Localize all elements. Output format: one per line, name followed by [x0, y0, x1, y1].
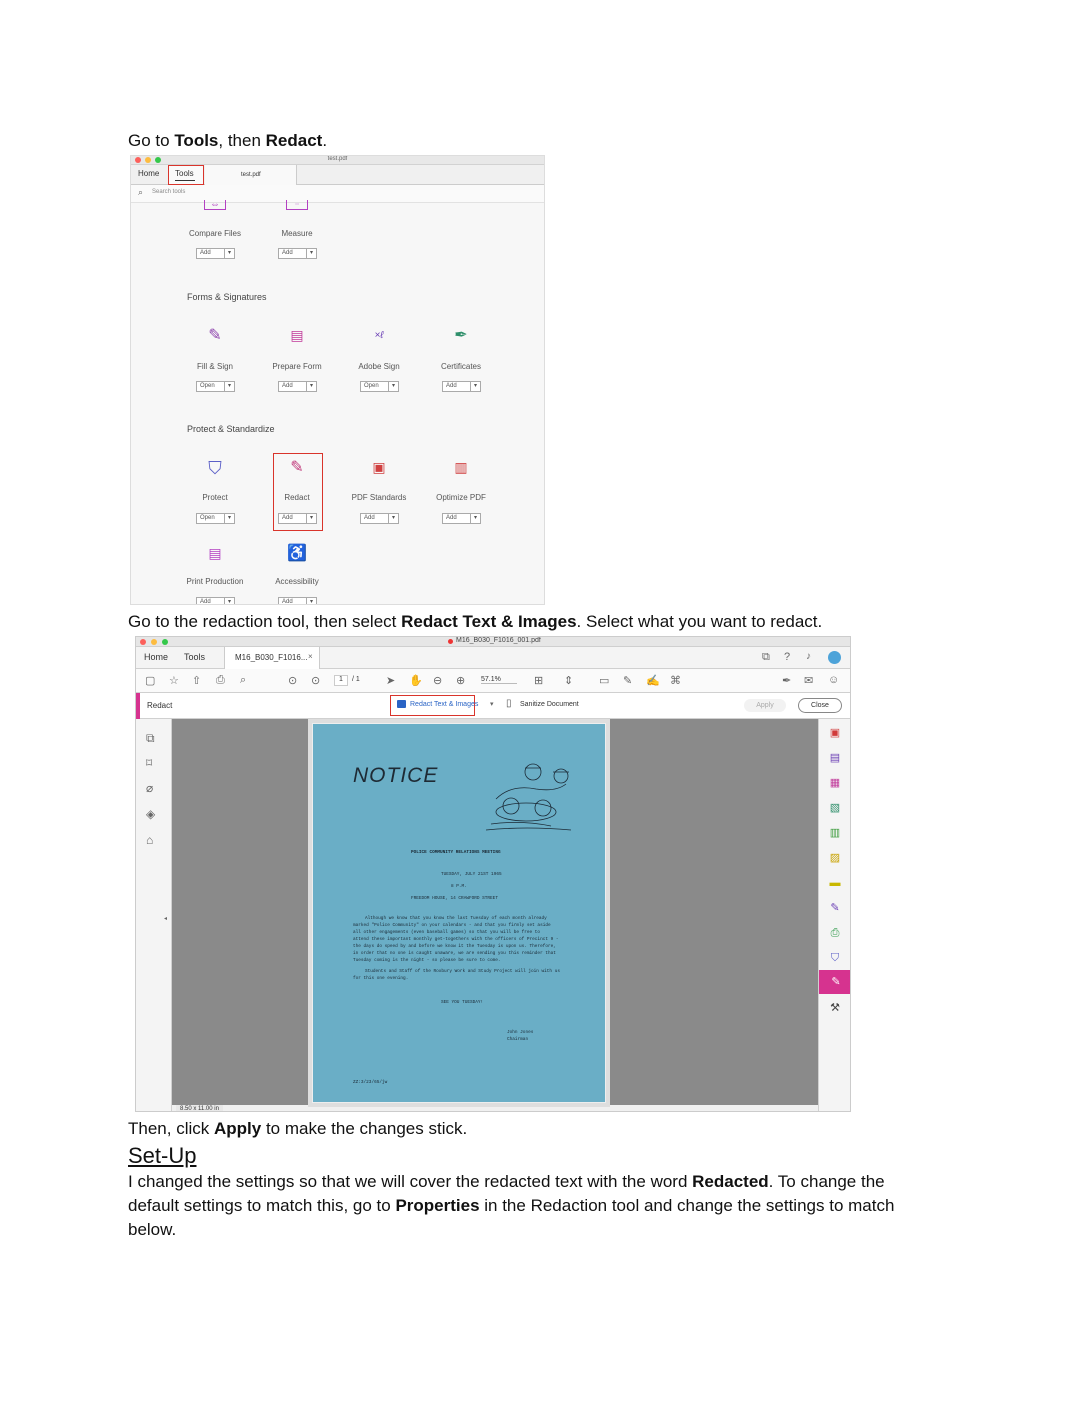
save-icon[interactable]: ▢	[145, 675, 156, 687]
protect-tool-icon[interactable]: ⛉	[830, 952, 840, 964]
comment-icon[interactable]: ▭	[599, 675, 610, 687]
minimize-window-icon[interactable]	[151, 639, 157, 645]
compare-files-add-button[interactable]: Add ▾	[196, 248, 235, 259]
reference-code: ZZ:3/23/65/jw	[353, 1080, 388, 1085]
print-tool-icon[interactable]: ⎙	[830, 927, 840, 939]
tools-term: Tools	[174, 131, 219, 150]
close-button[interactable]: Close	[798, 698, 842, 713]
apply-button[interactable]: Apply	[744, 699, 786, 712]
pdf-standards-icon: ▣	[372, 458, 386, 475]
chevron-down-icon: ▾	[224, 598, 234, 605]
tool-label-accessibility: Accessibility	[275, 577, 319, 586]
tab-tools[interactable]: Tools	[184, 652, 206, 662]
tool-label-certificates: Certificates	[440, 362, 481, 371]
tool-label-adobe-sign: Adobe Sign	[358, 362, 400, 371]
chevron-down-icon: ▾	[306, 382, 316, 391]
page-total: / 1	[352, 676, 360, 683]
window-title: test.pdf	[327, 156, 348, 162]
body-line: marked "Police Community" on your calendars - and that you firmly set aside	[353, 923, 551, 928]
section-title-forms-signatures: Forms & Signatures	[187, 292, 267, 302]
redact-toolbar-title: Redact	[147, 701, 173, 710]
certificates-add-button[interactable]: Add ▾	[442, 381, 481, 392]
shield-icon: ⛉	[208, 457, 222, 478]
create-pdf-icon[interactable]: ▣	[829, 727, 841, 739]
comment-tool-icon[interactable]: ▬	[829, 877, 841, 889]
fill-sign-icon[interactable]: ✒	[782, 675, 792, 687]
chevron-down-icon: ▾	[224, 514, 234, 523]
scroll-mode-icon[interactable]: ⇕	[564, 675, 574, 687]
layers-icon[interactable]: ◈	[146, 807, 156, 821]
hand-icon[interactable]: ✋	[409, 675, 423, 687]
setup-line-1: I changed the settings so that we will cover the redacted text with the word Redacted. To change the	[128, 1172, 885, 1191]
properties-term: Properties	[395, 1196, 480, 1215]
see-you-line: SEE YOU TUESDAY!	[441, 1000, 484, 1005]
body-line: all other engagements (even baseball games) so that you will be free to	[353, 930, 541, 935]
tool-search-bar	[131, 185, 544, 203]
measure-icon: ┄	[286, 200, 308, 210]
redact-marker-icon	[397, 700, 406, 708]
apply-term: Apply	[213, 1119, 262, 1138]
signature-icon: ×ℓ	[374, 329, 384, 341]
tab-file-label: M16_B030_F1016...	[235, 653, 308, 662]
meeting-title: POLICE COMMUNITY RELATIONS MEETING	[411, 850, 501, 855]
body-line: Students and Staff of the Roxbury Work and Study Project will join with us	[365, 969, 560, 974]
print-production-icon: ▤	[208, 544, 222, 561]
chevron-down-icon: ▾	[224, 249, 234, 258]
prepare-form-add-button[interactable]: Add ▾	[278, 381, 317, 392]
zoom-out-icon[interactable]: ⊖	[433, 675, 443, 687]
export-pdf-icon[interactable]: ▧	[829, 802, 841, 814]
certificate-icon: ✒	[454, 327, 468, 344]
setup-line-3: below.	[128, 1220, 177, 1239]
fill-sign-tool-icon[interactable]: ✎	[830, 902, 840, 914]
tab-home[interactable]: Home	[138, 169, 160, 178]
form-icon: ▤	[290, 326, 304, 343]
chevron-down-icon: ▾	[306, 598, 316, 605]
redact-add-button[interactable]: Add ▾	[278, 513, 317, 524]
edit-pdf-icon[interactable]: ▥	[829, 827, 841, 839]
chevron-down-icon: ▾	[388, 514, 398, 523]
fill-sign-open-button[interactable]: Open ▾	[196, 381, 235, 392]
pdf-file-icon	[448, 639, 453, 644]
tools-screenshot	[130, 155, 545, 605]
redact-icon: ✎	[290, 459, 304, 476]
page-down-icon[interactable]: ⊙	[311, 675, 321, 687]
more-tools-icon[interactable]: ⚒	[830, 1002, 840, 1014]
zoom-in-icon[interactable]: ⊕	[456, 675, 466, 687]
redact-text-images-label: Redact Text & Images	[410, 701, 479, 708]
accessibility-add-button[interactable]: Add ▾	[278, 597, 317, 605]
tool-label-pdf-standards: PDF Standards	[351, 493, 407, 502]
body-line: in order that no one is caught unaware, we are sending you this reminder that	[353, 951, 556, 956]
section-title-protect-standardize: Protect & Standardize	[187, 424, 275, 434]
accessibility-icon: ♿	[287, 545, 307, 562]
collapse-panel-icon[interactable]: ◂	[164, 916, 168, 922]
section-heading-setup: Set-Up	[128, 1143, 197, 1168]
window-titlebar	[131, 156, 544, 165]
app-tabs	[131, 165, 544, 185]
sign-icon[interactable]: ✍	[646, 675, 660, 687]
app-nav	[136, 647, 850, 669]
print-production-add-button[interactable]: Add ▾	[196, 597, 235, 605]
tool-label-fill-sign: Fill & Sign	[196, 362, 233, 371]
fit-page-icon[interactable]: ⊞	[534, 675, 544, 687]
chevron-down-icon: ▾	[490, 701, 494, 708]
left-navigation-panel	[136, 719, 172, 1112]
search-icon: ⌕	[138, 187, 144, 197]
tool-label-print-production: Print Production	[186, 577, 244, 586]
instruction-step-3: Then, click Apply to make the changes stick.	[128, 1119, 468, 1138]
redact-tool-icon-active[interactable]: ✎	[819, 970, 851, 994]
instruction-step-1: Go to Tools, then Redact.	[128, 131, 328, 150]
meeting-date: TUESDAY, JULY 21ST 1965	[441, 872, 502, 877]
page-size-label: 8.50 x 11.00 in	[176, 1105, 223, 1112]
tag-icon[interactable]: ⌂	[146, 833, 154, 847]
body-line: Although we know that you know the last Tuesday of each month already	[365, 916, 547, 921]
mail-icon[interactable]: ✉	[804, 675, 814, 687]
right-tools-panel	[818, 719, 851, 1112]
chevron-down-icon: ▾	[470, 514, 480, 523]
window-titlebar	[136, 637, 850, 647]
redact-toolbar	[136, 693, 850, 719]
protect-open-button[interactable]: Open ▾	[196, 513, 235, 524]
optimize-pdf-add-button[interactable]: Add ▾	[442, 513, 481, 524]
print-icon[interactable]: ⎙	[216, 674, 225, 686]
tool-label-redact: Redact	[284, 493, 310, 502]
page-thumbnails-icon[interactable]: ⧉	[146, 731, 155, 745]
police-car-illustration	[481, 754, 581, 834]
tool-label-measure: Measure	[281, 229, 313, 238]
meeting-place: FREEDOM HOUSE, 14 CRAWFORD STREET	[411, 896, 498, 901]
pencil-icon[interactable]: ✎	[623, 675, 633, 687]
redact-term: Redact	[265, 131, 323, 150]
chevron-down-icon: ▾	[224, 382, 234, 391]
redacted-term: Redacted	[692, 1172, 769, 1191]
tab-tools[interactable]: Tools	[175, 169, 194, 178]
tool-label-compare-files: Compare Files	[188, 229, 241, 238]
window-title: M16_B030_F1016_001.pdf	[456, 637, 541, 644]
avatar[interactable]	[828, 651, 841, 664]
instruction-step-2: Go to the redaction tool, then select Redact Text & Images. Select what you want to redact.	[128, 612, 823, 631]
pdf-standards-add-button[interactable]: Add ▾	[360, 513, 399, 524]
signer-title: Chairman	[507, 1037, 529, 1042]
setup-line-2: default settings to match this, go to Properties in the Redaction tool and change the settings to match	[128, 1196, 895, 1215]
adobe-sign-open-button[interactable]: Open ▾	[360, 381, 399, 392]
main-toolbar	[136, 669, 850, 693]
body-line: the days do speed by and before we know it the Tuesday is upon us. Therefore,	[353, 944, 556, 949]
share-icon[interactable]: ⧉	[762, 651, 770, 663]
bookmark-star-icon[interactable]: ☆	[169, 675, 179, 687]
organize-pages-icon[interactable]: ▦	[829, 777, 841, 789]
redact-text-images-term: Redact Text & Images	[401, 612, 577, 631]
signer-name: John Jones	[507, 1030, 534, 1035]
body-line: for this one evening.	[353, 976, 409, 981]
close-window-icon[interactable]	[140, 639, 146, 645]
scan-icon[interactable]: ▨	[829, 852, 841, 864]
optimize-icon: ▥	[454, 458, 468, 475]
compare-files-icon: ⇔	[204, 200, 226, 210]
pen-icon: ✎	[208, 327, 222, 344]
attachment-icon[interactable]: ⌀	[146, 781, 154, 795]
upload-icon[interactable]: ⇧	[192, 675, 202, 687]
bookmark-icon[interactable]: ⌑	[146, 756, 153, 770]
pdf-page	[312, 723, 606, 1103]
user-icon[interactable]: ☺	[828, 674, 840, 686]
tab-tools-underline	[175, 180, 195, 181]
chevron-down-icon: ▾	[470, 382, 480, 391]
body-line: Tuesday coming is the night - so please be sure to come.	[353, 958, 501, 963]
zoom-window-icon[interactable]	[162, 639, 168, 645]
tool-label-optimize-pdf: Optimize PDF	[436, 493, 486, 502]
page-up-icon[interactable]: ⊙	[288, 675, 298, 687]
tool-label-prepare-form: Prepare Form	[272, 362, 322, 371]
page-number-input[interactable]: 1	[334, 675, 348, 686]
tab-home[interactable]: Home	[144, 652, 169, 662]
zoom-search-icon[interactable]: ⌕	[240, 674, 247, 686]
setup-paragraph	[128, 1170, 948, 1242]
stamp-icon[interactable]: ⌘	[670, 675, 681, 687]
body-line: attend these important monthly get-togethers with the officers of Precinct 9 -	[353, 937, 559, 942]
close-tab-icon[interactable]: ×	[308, 652, 313, 661]
chevron-down-icon: ▾	[306, 249, 316, 258]
search-input[interactable]: Search tools	[152, 189, 186, 195]
bell-icon[interactable]: ♪	[806, 651, 811, 662]
combine-files-icon[interactable]: ▤	[829, 752, 841, 764]
chevron-down-icon: ▾	[388, 382, 398, 391]
tool-label-protect: Protect	[202, 493, 228, 502]
sanitize-icon: ▯	[506, 698, 512, 709]
redact-tool-screenshot	[135, 636, 851, 1112]
zoom-level-select[interactable]: 57.1%	[481, 676, 517, 684]
measure-add-button[interactable]: Add ▾	[278, 248, 317, 259]
meeting-time: 8 P.M.	[451, 884, 467, 889]
notice-heading: NOTICE	[353, 764, 439, 787]
chevron-down-icon: ▾	[306, 514, 316, 523]
select-cursor-icon[interactable]: ➤	[386, 675, 396, 687]
sanitize-document-button[interactable]: Sanitize Document	[520, 701, 579, 708]
help-icon[interactable]: ?	[784, 651, 791, 663]
redact-accent-bar	[136, 693, 140, 719]
tab-file-label: test.pdf	[241, 172, 261, 178]
